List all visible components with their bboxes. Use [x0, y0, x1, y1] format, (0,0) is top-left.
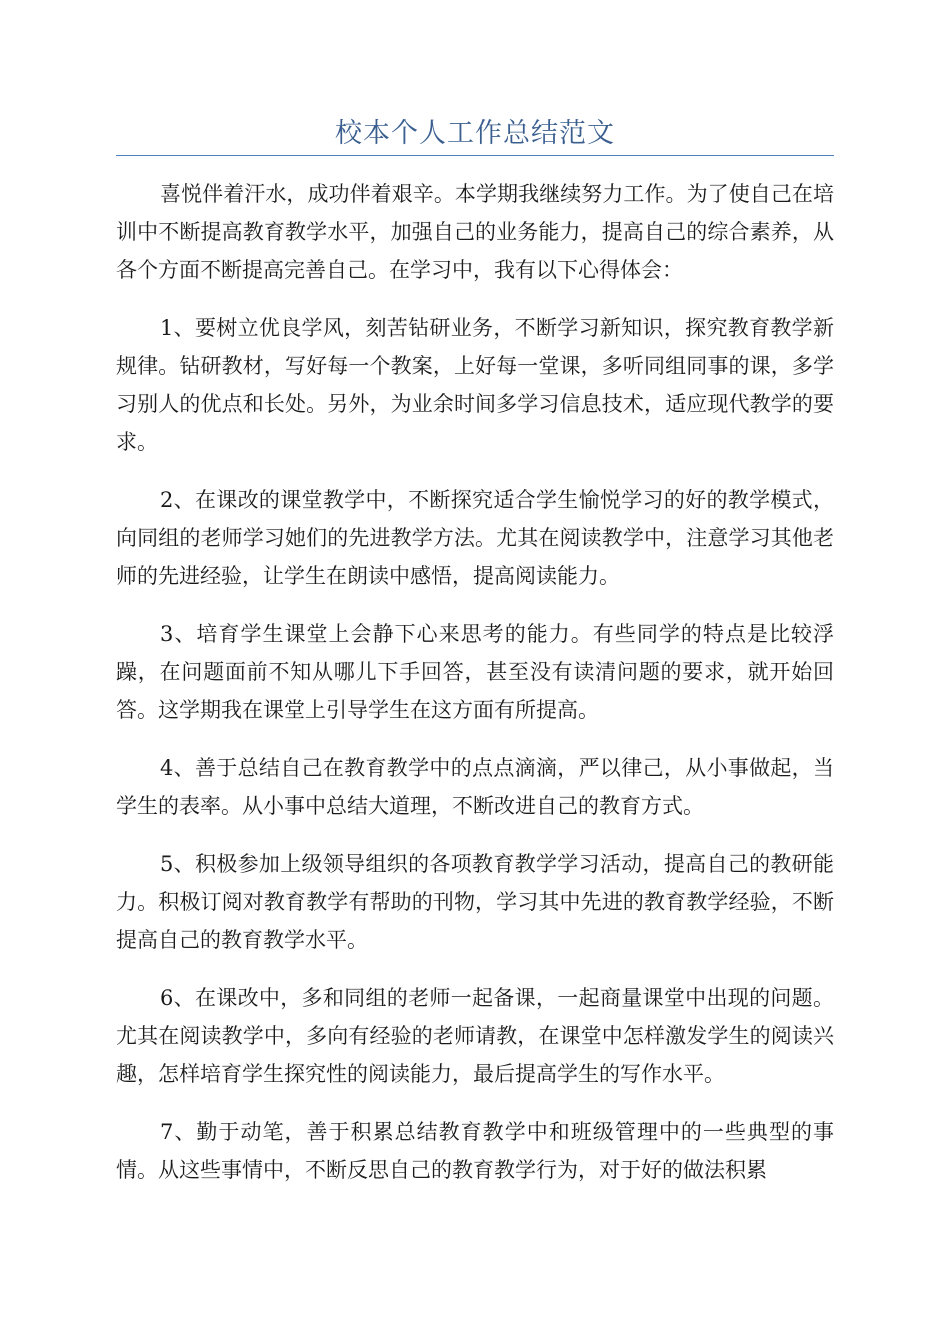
paragraph-item-7: 7、勤于动笔，善于积累总结教育教学中和班级管理中的一些典型的事情。从这些事情中，不断反思自己的教育教学行为，对于好的做法积累: [116, 1120, 834, 1182]
paragraph-intro: 喜悦伴着汗水，成功伴着艰辛。本学期我继续努力工作。为了使自己在培训中不断提高教育教学水平，加强自己的业务能力，提高自己的综合素养，从各个方面不断提高完善自己。在学习中，我有以下心得体会：: [116, 182, 834, 282]
paragraph-item-1: 1、要树立优良学风，刻苦钻研业务，不断学习新知识，探究教育教学新规律。钻研教材，写好每一个教案，上好每一堂课，多听同组同事的课，多学习别人的优点和长处。另外，为业余时间多学习信息技术，适应现代教学的要求。: [116, 316, 834, 454]
paragraph-item-6: 6、在课改中，多和同组的老师一起备课，一起商量课堂中出现的问题。尤其在阅读教学中，多向有经验的老师请教，在课堂中怎样激发学生的阅读兴趣，怎样培育学生探究性的阅读能力，最后提高学生的写作水平。: [116, 986, 834, 1086]
document-body: [116, 175, 834, 1209]
paragraph-item-5: 5、积极参加上级领导组织的各项教育教学学习活动，提高自己的教研能力。积极订阅对教育教学有帮助的刊物，学习其中先进的教育教学经验，不断提高自己的教育教学水平。: [116, 852, 834, 952]
paragraph-item-3: 3、培育学生课堂上会静下心来思考的能力。有些同学的特点是比较浮躁，在问题面前不知从哪儿下手回答，甚至没有读清问题的要求，就开始回答。这学期我在课堂上引导学生在这方面有所提高。: [116, 622, 834, 722]
title-divider: [116, 155, 834, 156]
document-title: 校本个人工作总结范文: [335, 118, 615, 149]
paragraph-item-2: 2、在课改的课堂教学中，不断探究适合学生愉悦学习的好的教学模式，向同组的老师学习她们的先进教学方法。尤其在阅读教学中，注意学习其他老师的先进经验，让学生在朗读中感悟，提高阅读能力。: [116, 488, 834, 588]
paragraph-item-4: 4、善于总结自己在教育教学中的点点滴滴，严以律己，从小事做起，当学生的表率。从小事中总结大道理，不断改进自己的教育方式。: [116, 756, 834, 818]
